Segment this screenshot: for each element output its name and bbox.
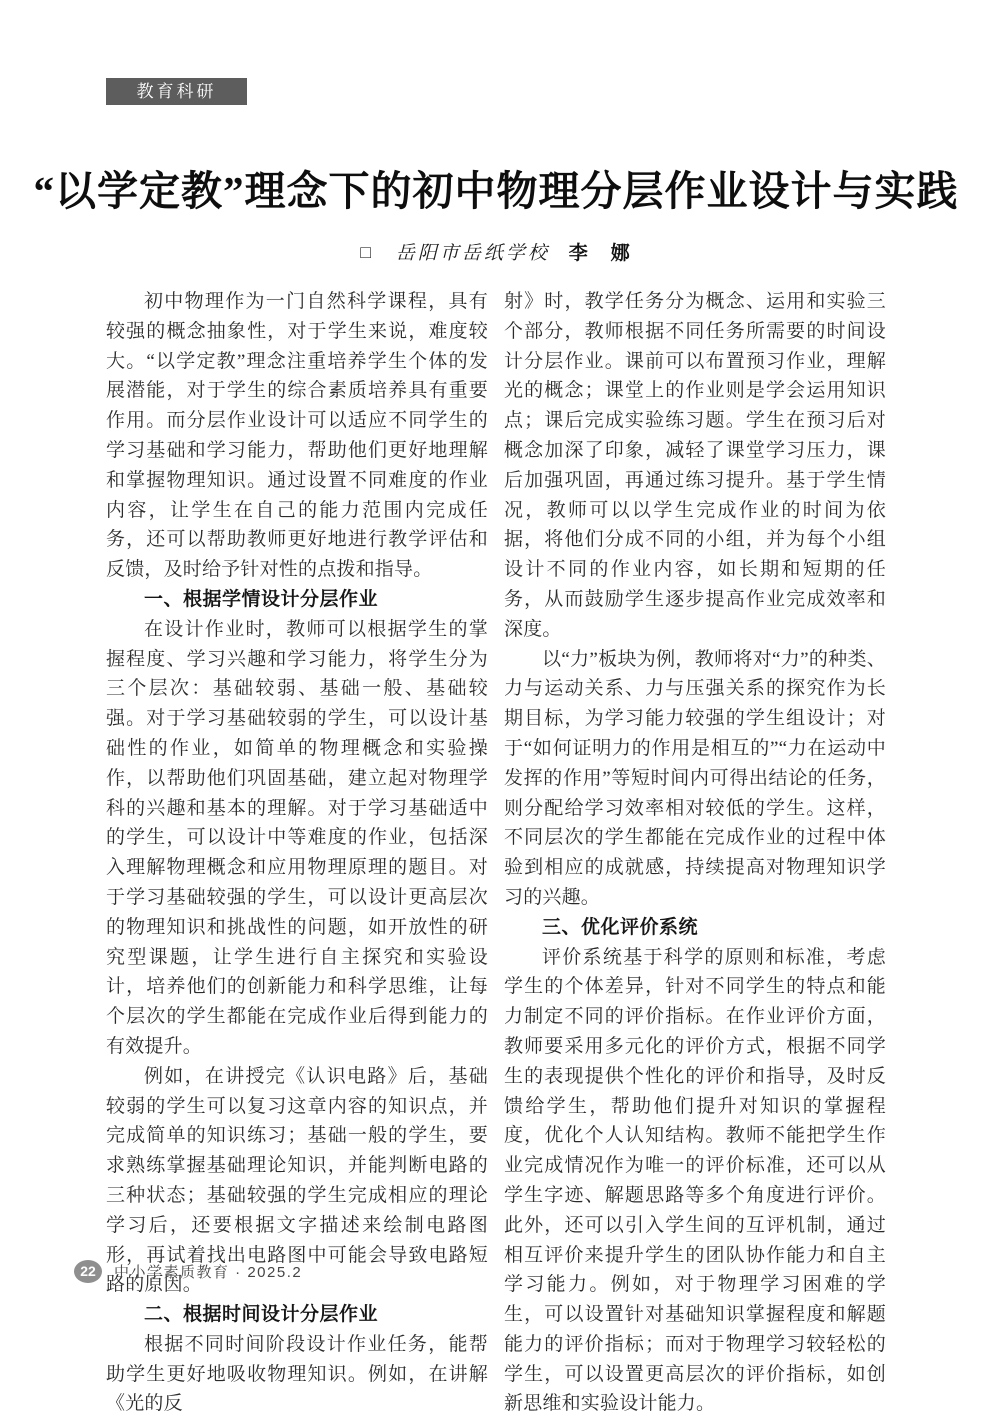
paragraph-section2-example: 以“力”板块为例，教师将对“力”的种类、力与运动关系、力与压强关系的探究作为长期目标，为学习能力较强的学生组设计；对于“如何证明力的作用是相互的”“力在运动中发挥的作用”等短时间内可得出结论的任务，则分配给学习效率相对较低的学生。这样，不同层次的学生都能在完成作业的过程中体验到相应的成就感，持续提高对物理知识学习的兴趣。 [504, 648, 886, 908]
paragraph-section1-body: 在设计作业时，教师可以根据学生的掌握程度、学习兴趣和学习能力，将学生分为三个层次：基础较弱、基础一般、基础较强。对于学习基础较弱的学生，可以设计基础性的作业，如简单的物理概念和实验操作，以帮助他们巩固基础，建立起对物理学科的兴趣和基本的理解。对于学习基础适中的学生，可以设计中等难度的作业，包括深入理解物理概念和应用物理原理的题目。对于学习基础较强的学生，可以设计更高层次的物理知识和挑战性的问题，如开放性的研究型课题，让学生进行自主探究和实验设计，培养他们的创新能力和科学思维，让每个层次的学生都能在完成作业后得到能力的有效提升。 [106, 618, 488, 1057]
journal-name: 中小学素质教育 · 2025.2 [114, 1263, 303, 1281]
article-body [106, 287, 886, 1419]
section-heading-3: 三、优化评价系统 [542, 916, 699, 938]
paragraph-section2-start: 根据不同时间阶段设计作业任务，能帮助学生更好地吸收物理知识。例如，在讲解《光的反 [106, 1333, 488, 1415]
page-footer [74, 1258, 302, 1284]
author-name: 李 娜 [568, 243, 632, 264]
left-column [106, 287, 488, 1419]
section-heading-2: 二、根据时间设计分层作业 [144, 1304, 379, 1326]
right-column [504, 287, 886, 1419]
author-line [0, 238, 992, 265]
author-square-icon: □ [360, 242, 372, 262]
section-heading-1: 一、根据学情设计分层作业 [144, 588, 379, 610]
paragraph-intro: 初中物理作为一门自然科学课程，具有较强的概念抽象性，对于学生来说，难度较大。“以学定教”理念注重培养学生个体的发展潜能，对于学生的综合素质培养具有重要作用。而分层作业设计可以适应不同学生的学习基础和学习能力，帮助他们更好地理解和掌握物理知识。通过设置不同难度的作业内容，让学生在自己的能力范围内完成任务，还可以帮助教师更好地进行教学评估和反馈，及时给予针对性的点拨和指导。 [106, 291, 488, 581]
category-badge: 教育科研 [106, 78, 247, 105]
paragraph-section2-continued: 射》时，教学任务分为概念、运用和实验三个部分，教师根据不同任务所需要的时间设计分层作业。课前可以布置预习作业，理解光的概念；课堂上的作业则是学会运用知识点；课后完成实验练习题。学生在预习后对概念加深了印象，减轻了课堂学习压力，课后加强巩固，再通过练习提升。基于学生情况，教师可以以学生完成作业的时间为依据，将他们分成不同的小组，并为每个小组设计不同的作业内容，如长期和短期的任务，从而鼓励学生逐步提高作业完成效率和深度。 [504, 291, 886, 640]
article-title: “以学定教”理念下的初中物理分层作业设计与实践 [33, 168, 959, 214]
author-affiliation: 岳阳市岳纸学校 [395, 243, 550, 264]
paragraph-section1-example: 例如，在讲授完《认识电路》后，基础较弱的学生可以复习这章内容的知识点，并完成简单的知识练习；基础一般的学生，要求熟练掌握基础理论知识，并能判断电路的三种状态；基础较强的学生完成相应的理论学习后，还要根据文字描述来绘制电路图形，再试着找出电路图中可能会导致电路短路的原因。 [106, 1065, 488, 1296]
page-number-badge: 22 [74, 1260, 102, 1283]
paragraph-section3-body: 评价系统基于科学的原则和标准，考虑学生的个体差异，针对不同学生的特点和能力制定不同的评价指标。在作业评价方面，教师要采用多元化的评价方式，根据不同学生的表现提供个性化的评价和指导，及时反馈给学生，帮助他们提升对知识的掌握程度，优化个人认知结构。教师不能把学生作业完成情况作为唯一的评价标准，还可以从学生字迹、解题思路等多个角度进行评价。此外，还可以引入学生间的互评机制，通过相互评价来提升学生的团队协作能力和自主学习能力。例如，对于物理学习困难的学生，可以设置针对基础知识掌握程度和解题能力的评价指标；而对于物理学习较轻松的学生，可以设置更高层次的评价指标，如创新思维和实验设计能力。 [504, 946, 886, 1415]
